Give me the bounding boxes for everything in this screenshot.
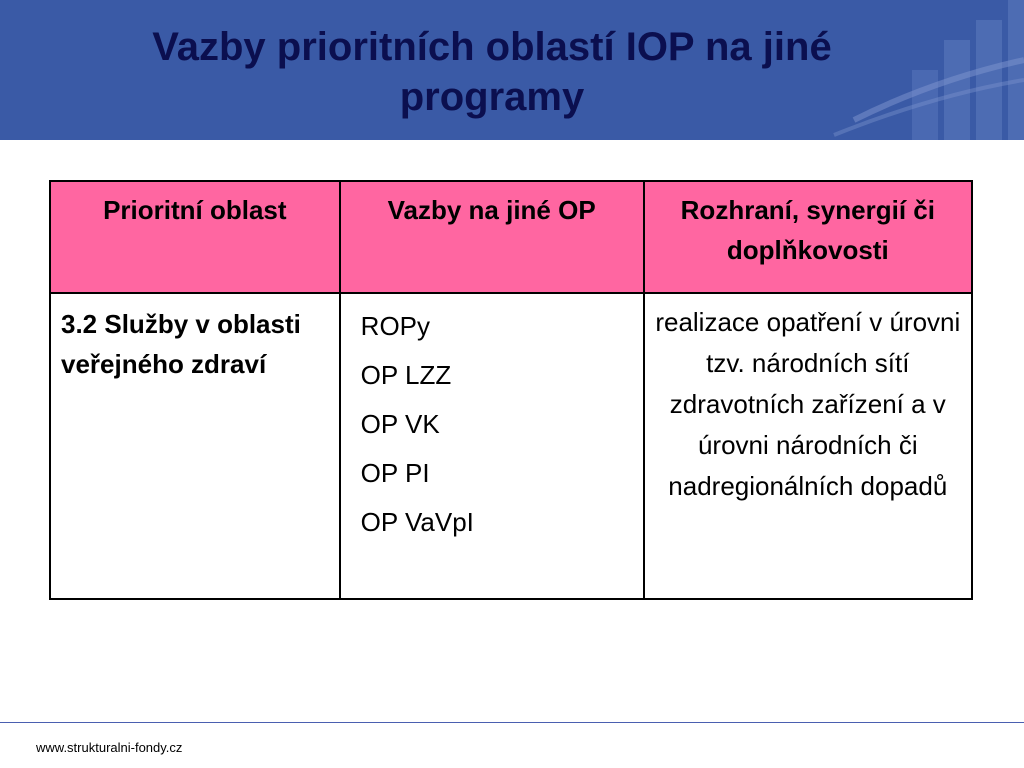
header-links-to-other-op: Vazby na jiné OP: [340, 181, 644, 293]
table-header-row: [50, 181, 972, 293]
priority-area-cell: 3.2 Služby v oblasti veřejného zdraví: [50, 293, 340, 599]
title-line-2: programy: [399, 75, 585, 119]
footer-rule: [0, 722, 1024, 723]
program-links-table: [49, 180, 973, 600]
program-item: OP VaVpI: [360, 507, 474, 537]
title-line-1: Vazby prioritních oblastí IOP na jiné: [152, 25, 832, 69]
program-item: ROPy: [360, 311, 431, 341]
programs-cell: [340, 293, 644, 599]
slide-title: [0, 22, 1024, 122]
footer-url: www.strukturalni-fondy.cz: [36, 740, 183, 755]
header-priority-area: Prioritní oblast: [50, 181, 340, 293]
program-item: OP VK: [360, 409, 440, 439]
description-cell: realizace opatření v úrovni tzv. národních sítí zdravotních zařízení a v úrovni národních či nadregionálních dopadů: [644, 293, 972, 599]
program-item: OP PI: [360, 458, 430, 488]
program-item: OP LZZ: [360, 360, 452, 390]
header-interfaces-synergies: Rozhraní, synergií či doplňkovosti: [644, 181, 972, 293]
table-row: [50, 293, 972, 599]
